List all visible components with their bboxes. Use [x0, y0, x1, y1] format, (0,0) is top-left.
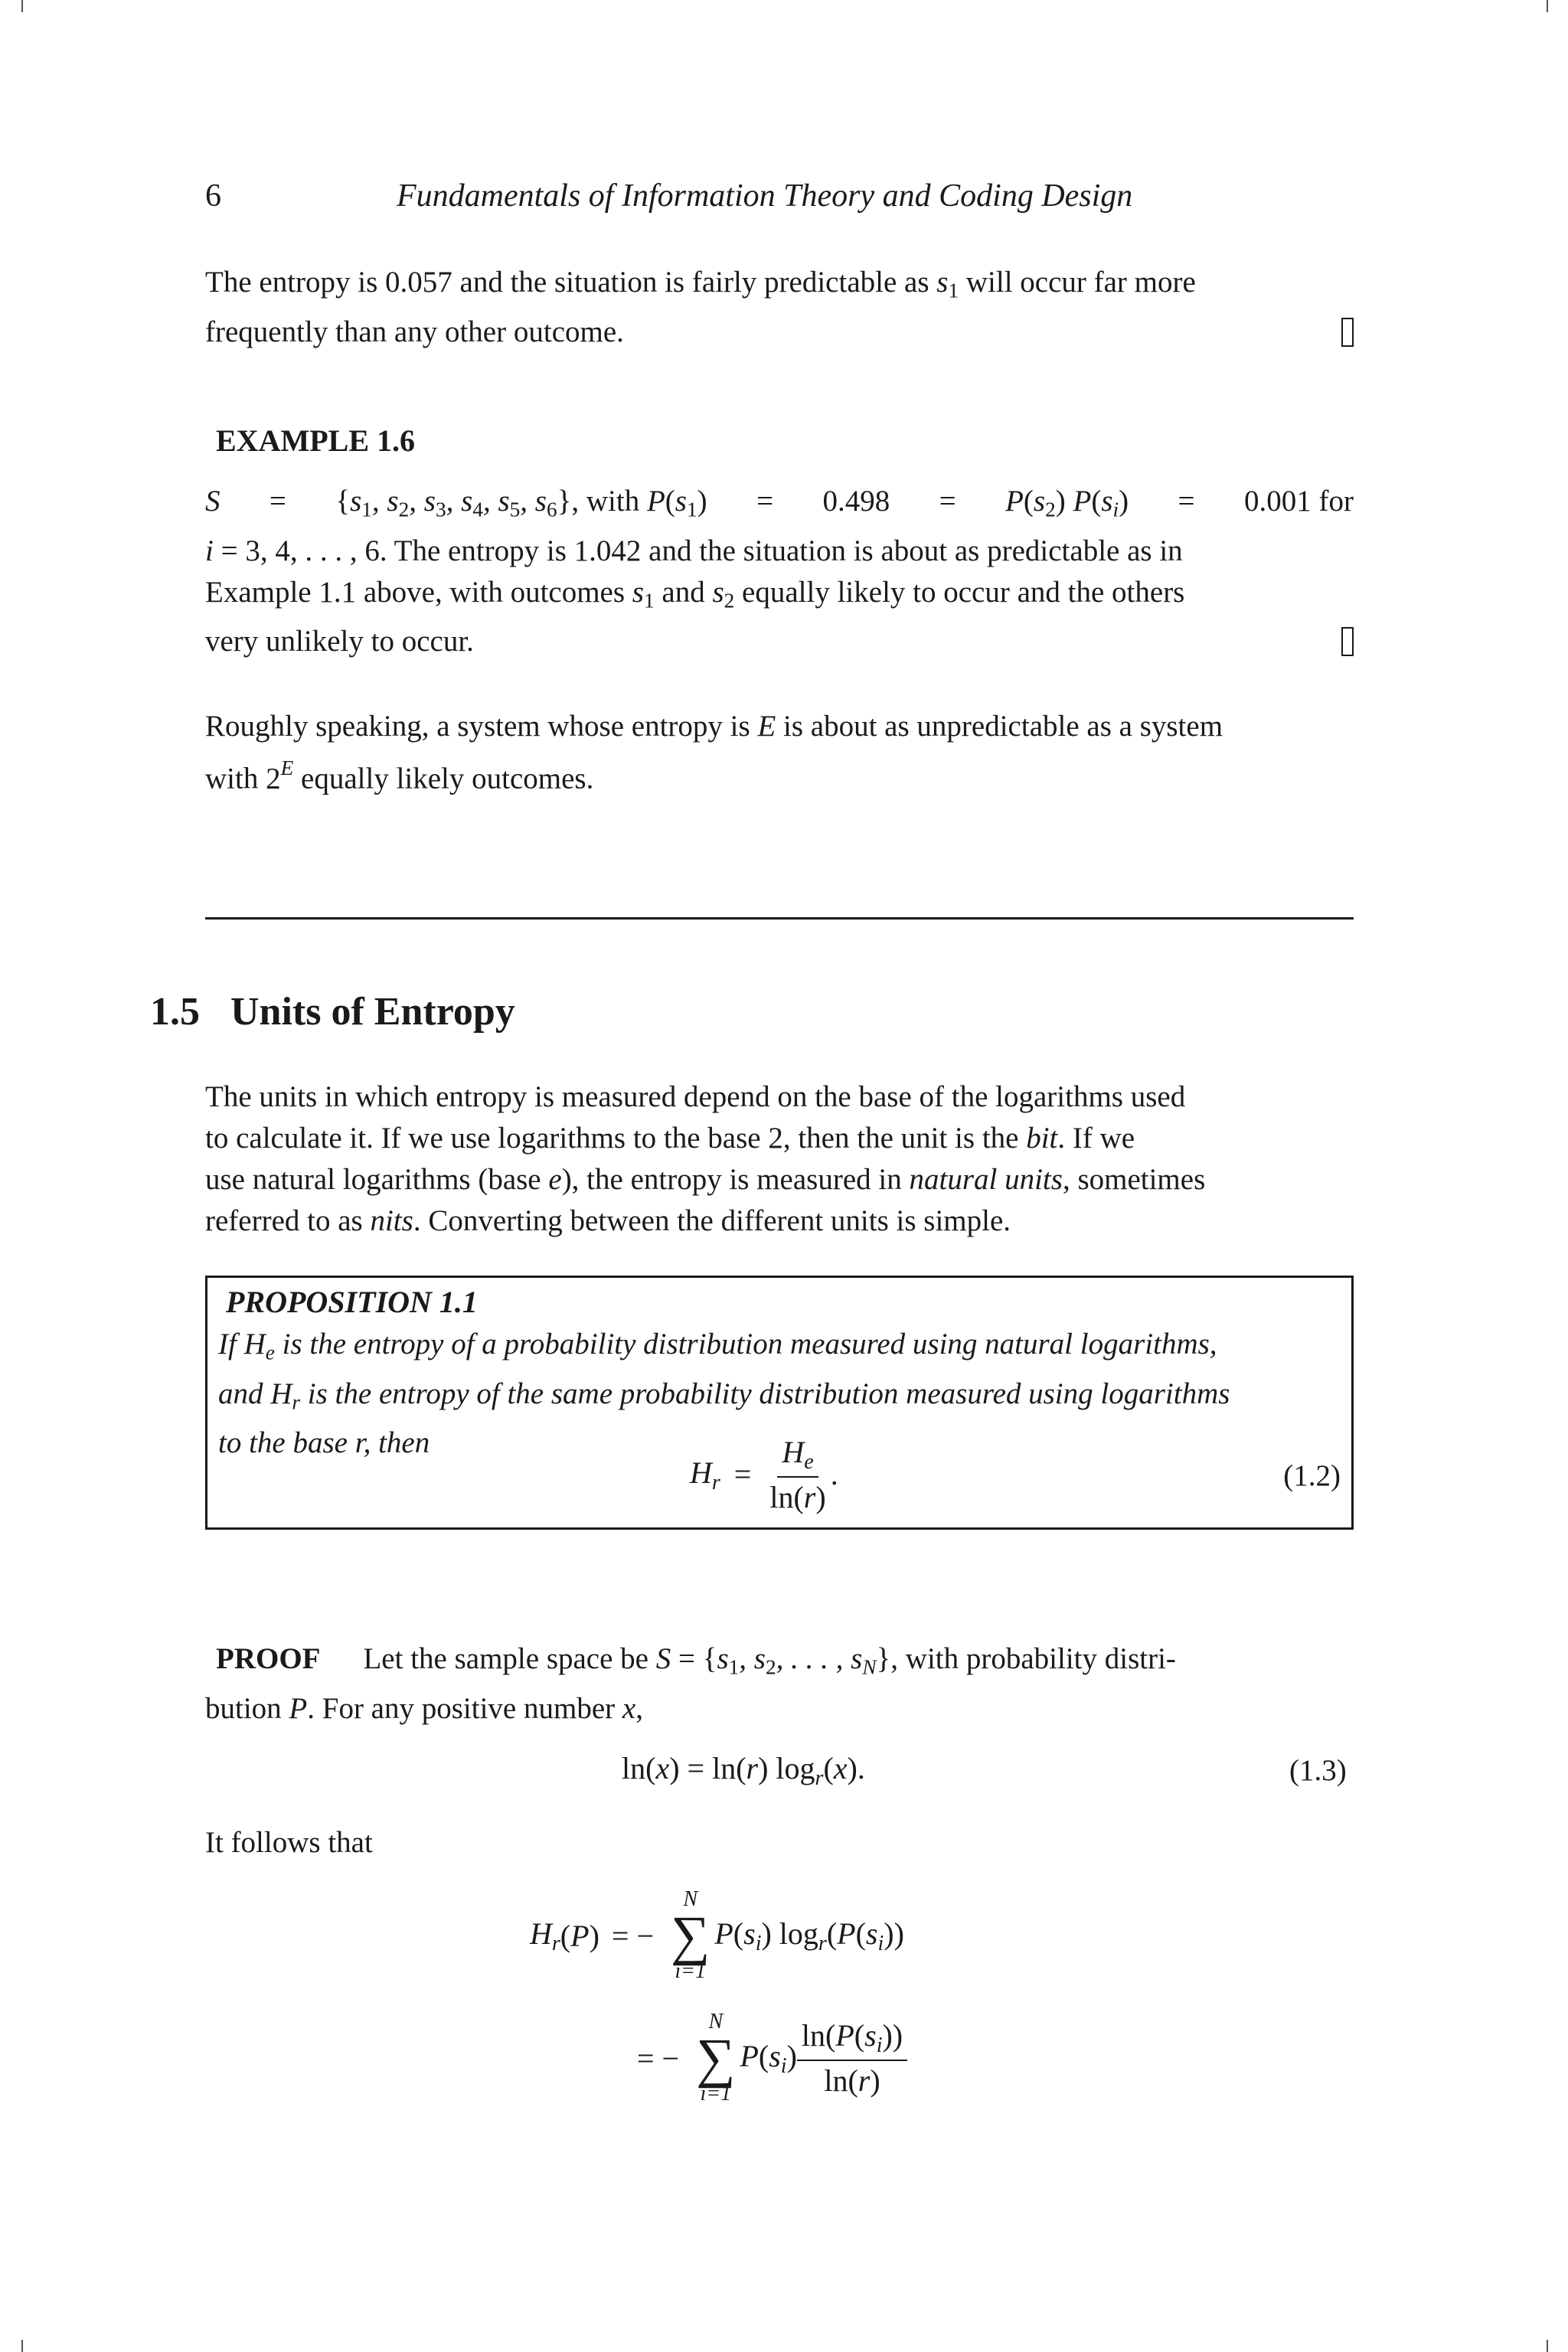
equation-1-2: Hr = $\frac{He}{\ln(r)}$ .	[690, 1435, 838, 1514]
body-text: use natural logarithms (base	[205, 1163, 549, 1196]
roughly-paragraph: Roughly speaking, a system whose entropy is E is about as unpredictable as a system with $2^E$ equally likely outcomes.	[205, 710, 1223, 795]
equation-number: (1.3)	[1289, 1754, 1347, 1787]
body-text: . For any positive number	[307, 1691, 622, 1725]
example-text: . The entropy is	[379, 534, 574, 567]
term-bit: bit	[1026, 1122, 1058, 1155]
derivation-line-1: Hr ( P ) = − N ∑ i=1 P(si) logr(P(si))	[530, 1887, 904, 1983]
crop-mark	[1547, 0, 1548, 12]
intro-text: will occur far more	[959, 266, 1196, 299]
example-text: and	[654, 575, 713, 609]
equation-1-3: ln(x) = ln(r) logr(x).	[622, 1751, 865, 1790]
body-text: . Converting between the different units is simple.	[413, 1204, 1011, 1237]
proposition-text-line: to the base	[218, 1426, 355, 1460]
proposition-text-line: is the entropy of the same probability distribution measured using logarithms	[300, 1377, 1230, 1410]
proof-paragraph: PROOF Let the sample space be $S = \{s_1$, $s_2$, . . . , sN}, with probability distri- bution P. For any positive number x,	[205, 1642, 1176, 1725]
body-text: referred to as	[205, 1204, 371, 1237]
body-text: Let the sample space be	[363, 1642, 656, 1675]
crop-mark	[21, 2340, 23, 2352]
intro-text: frequently than any other outcome.	[205, 315, 624, 348]
running-title: Fundamentals of Information Theory and Coding Design	[397, 178, 1133, 214]
qed-box	[1341, 318, 1354, 347]
proposition-text-line: If	[218, 1328, 244, 1361]
entropy-value: 1.042	[573, 534, 642, 567]
proposition-text-line: is the entropy of a probability distribution measured using natural logarithms,	[274, 1328, 1217, 1361]
proposition-text: If He is the entropy of a probability distribution measured using natural logarithms, and Hr is the entropy of the same probability distribution measured using logarithms to the base r, then	[218, 1328, 1230, 1460]
section-number: 1.5	[150, 990, 200, 1034]
example-text: and the situation is about as predictable as in	[641, 534, 1183, 567]
derivation-line-2: = − N ∑ i=1 P(si) $\frac{\ln(P(si))}{\ln(r)}$	[637, 2011, 907, 2105]
body-text: The units in which entropy is measured depend on the base of the logarithms used	[205, 1080, 1186, 1113]
body-text: is about as unpredictable as a system	[776, 710, 1223, 743]
body-text: . If we	[1057, 1122, 1135, 1155]
sum-symbol: N ∑ i=1	[671, 1887, 710, 1983]
section-title: Units of Entropy	[230, 990, 515, 1034]
qed-box	[1341, 627, 1354, 656]
section-heading	[150, 989, 515, 1034]
example-text: equally likely to occur and the others	[734, 575, 1185, 609]
intro-text: and the situation is fairly predictable as	[452, 266, 937, 299]
intro-paragraph: The entropy is 0.057 and the situation is fairly predictable as $s_1$ will occur far more frequently than any other outcome.	[205, 262, 1354, 353]
probability-value: 0.001	[1243, 485, 1312, 518]
example-text: Example 1.1 above, with outcomes	[205, 575, 632, 609]
example-paragraph: S = {$s_1$, $s_2$, $s_3$, $s_4$, $s_5$, $s_6$}, with $P(s_1)$ = 0.498 = $P(s_2)$ P(si) = 0.001 for i = 3, 4, . . . , 6. The entropy is 1.042 and the situation is about as predictable as in Example 1.1 above, with outcomes $s_1$ and $s_2$ equally likely to occur and the others very unlikely to occur.	[205, 481, 1354, 662]
page-number: 6	[205, 178, 221, 214]
proposition-label: PROPOSITION 1.1	[226, 1285, 478, 1319]
body-text: Roughly speaking, a system whose entropy is	[205, 710, 758, 743]
body-text: ), the entropy is measured in	[561, 1163, 910, 1196]
probability-value: 0.498	[822, 485, 890, 518]
body-text: to calculate it. If we use logarithms to the base 2, then the unit is the	[205, 1122, 1027, 1155]
body-text: bution	[205, 1691, 289, 1725]
follows-text: It follows that	[205, 1826, 373, 1859]
example-label: EXAMPLE 1.6	[216, 423, 415, 458]
intro-text: The entropy is	[205, 266, 386, 299]
proposition-box	[205, 1276, 1354, 1530]
units-paragraph: The units in which entropy is measured depend on the base of the logarithms used to calculate it. If we use logarithms to the base 2, then the unit is the bit. If we use natural logarithms (base e), the entropy is measured in natural units, sometimes referred to as nits. Converting between the different units is simple.	[205, 1076, 1354, 1242]
example-text: , with	[571, 485, 647, 518]
body-text: with	[205, 762, 266, 795]
sum-symbol: N ∑ i=1	[696, 2010, 736, 2105]
proposition-text-line: and	[218, 1377, 271, 1410]
equation-number: (1.2)	[1283, 1459, 1341, 1492]
crop-mark	[1547, 2340, 1548, 2352]
term-natural-units: natural units	[909, 1163, 1063, 1196]
body-text: , sometimes	[1062, 1163, 1206, 1196]
body-text: , with probability distri-	[890, 1642, 1176, 1675]
term-nits: nits	[370, 1204, 413, 1237]
example-text: for	[1311, 485, 1354, 518]
proof-label: PROOF	[216, 1642, 321, 1675]
entropy-value: 0.057	[385, 266, 452, 299]
proposition-text-line: , then	[363, 1426, 430, 1460]
crop-mark	[21, 0, 23, 12]
example-text: very unlikely to occur.	[205, 625, 474, 658]
horizontal-rule	[205, 917, 1354, 920]
body-text: equally likely outcomes.	[293, 762, 594, 795]
